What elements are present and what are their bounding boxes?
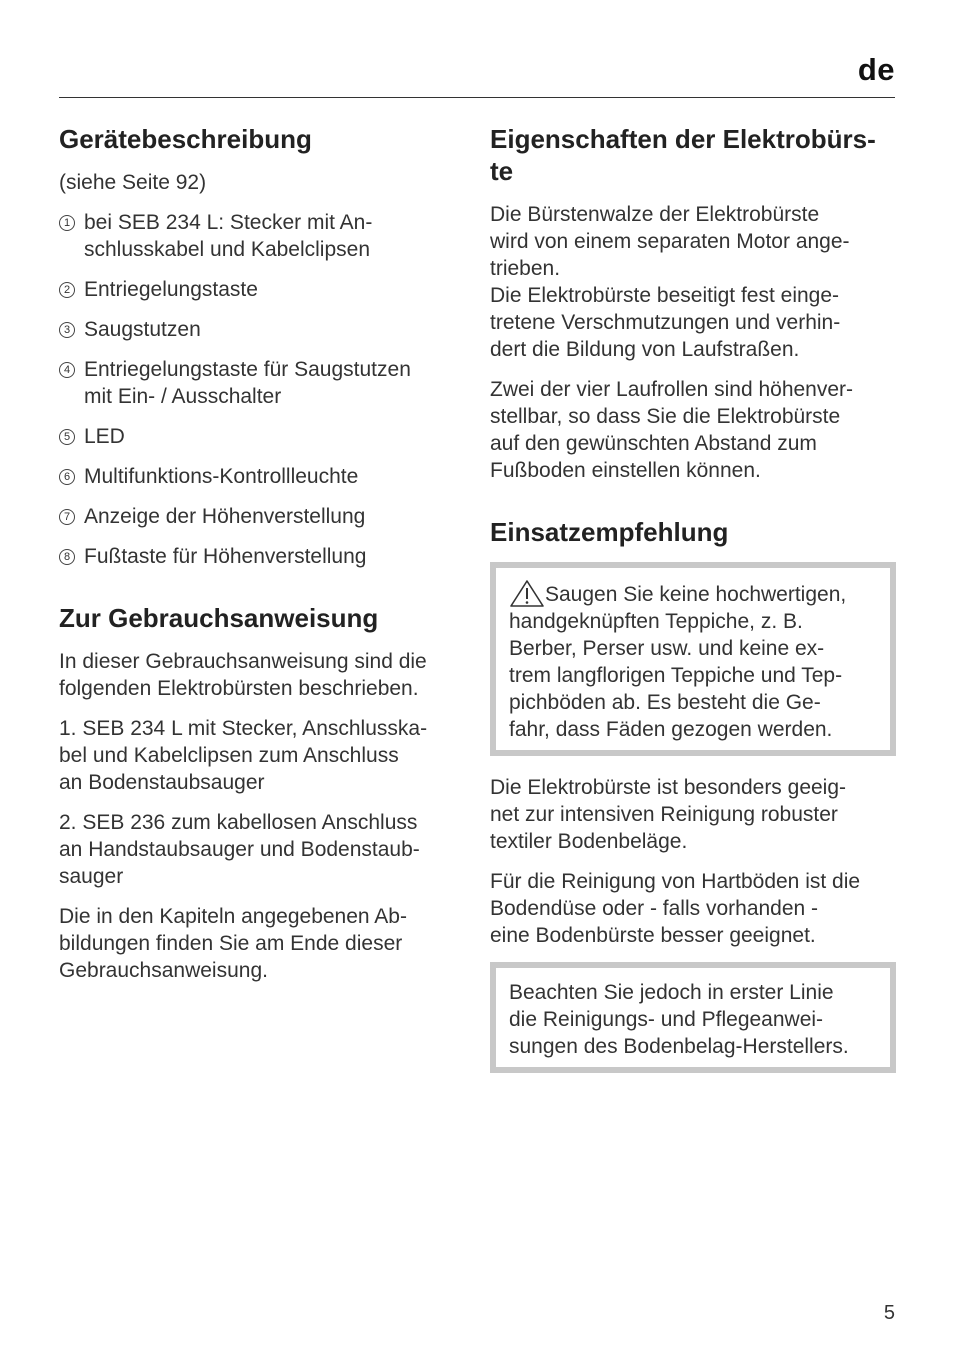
page-reference: (siehe Seite 92) [59, 171, 207, 194]
text-line: 1. SEB 234 L mit Stecker, Anschlusska- [59, 717, 428, 740]
paragraph-suitability [490, 774, 900, 855]
text-line: trem langflorigen Teppiche und Tep- [509, 664, 843, 687]
text-line: Die Elektrobürste beseitigt fest einge- [490, 284, 840, 307]
text-line: 2. SEB 236 zum kabellosen Anschluss [59, 811, 418, 834]
number-5-badge: 5 [59, 429, 75, 445]
number-8-badge: 8 [59, 549, 75, 565]
heading-geraetebeschreibung: Gerätebeschreibung [59, 124, 312, 154]
text-line: bildungen finden Sie am Ende dieser [59, 932, 403, 955]
text-line: eine Bodenbürste besser geeignet. [490, 924, 816, 947]
heading-einsatzempfehlung: Einsatzempfehlung [490, 517, 729, 547]
left-column [59, 123, 469, 997]
paragraph-model-1 [59, 715, 469, 796]
text-line: auf den gewünschten Abstand zum [490, 432, 817, 455]
text-line: sauger [59, 865, 124, 888]
heading-line: te [490, 156, 514, 186]
text-line: folgenden Elektrobürsten beschrieben. [59, 677, 419, 700]
text-line: pichböden ab. Es besteht die Ge- [509, 691, 821, 714]
language-label: de [857, 52, 895, 87]
number-3-badge: 3 [59, 322, 75, 338]
text-line: Beachten Sie jedoch in erster Linie [509, 981, 834, 1004]
list-item-text: Multifunktions-Kontrollleuchte [84, 465, 359, 488]
note-text [509, 979, 877, 1060]
paragraph-model-2 [59, 809, 469, 890]
list-item [59, 276, 469, 303]
heading-eigenschaften [490, 123, 900, 187]
text-line: Berber, Perser usw. und keine ex- [509, 637, 825, 660]
list-item [59, 543, 469, 570]
list-item-text: schlusskabel und Kabelclipsen [84, 238, 371, 261]
list-item [59, 209, 469, 263]
text-line: an Bodenstaubsauger [59, 771, 265, 794]
note-box [490, 962, 896, 1073]
warning-text [509, 579, 877, 743]
header-rule [59, 97, 895, 98]
paragraph-rollers [490, 376, 900, 484]
number-2-badge: 2 [59, 282, 75, 298]
text-line: an Handstaubsauger und Bodenstaub- [59, 838, 420, 861]
paragraph-motor [490, 201, 900, 363]
list-item [59, 316, 469, 343]
warning-triangle-icon [509, 579, 545, 607]
text-line: sungen des Bodenbelag-Herstellers. [509, 1035, 849, 1058]
text-line: In dieser Gebrauchsanweisung sind die [59, 650, 427, 673]
list-item-text: LED [84, 425, 125, 448]
heading-line: Eigenschaften der Elektrobürs- [490, 124, 876, 154]
list-item-text: Entriegelungstaste [84, 278, 258, 301]
paragraph-intro [59, 648, 469, 702]
number-1-badge: 1 [59, 215, 75, 231]
list-item-text: Anzeige der Höhenverstellung [84, 505, 366, 528]
list-item [59, 503, 469, 530]
paragraph-hard-floors [490, 868, 900, 949]
number-4-badge: 4 [59, 362, 75, 378]
text-line: fahr, dass Fäden gezogen werden. [509, 718, 833, 741]
warning-box [490, 562, 896, 756]
paragraph-illustrations [59, 903, 469, 984]
text-line: Die Bürstenwalze der Elektrobürste [490, 203, 820, 226]
text-line: Gebrauchsanweisung. [59, 959, 268, 982]
text-line: net zur intensiven Reinigung robuster [490, 803, 838, 826]
text-line: trieben. [490, 257, 561, 280]
text-line: Die in den Kapiteln angegebenen Ab- [59, 905, 407, 928]
list-item-text: Fußtaste für Höhenverstellung [84, 545, 367, 568]
text-line: tretene Verschmutzungen und verhin- [490, 311, 841, 334]
text-line: wird von einem separaten Motor ange- [490, 230, 850, 253]
parts-list [59, 209, 469, 570]
text-line: Saugen Sie keine hochwertigen, [545, 583, 847, 606]
list-item-text: mit Ein- / Ausschalter [84, 385, 282, 408]
text-line: Fußboden einstellen können. [490, 459, 761, 482]
list-item-text: Saugstutzen [84, 318, 201, 341]
list-item-text: Entriegelungstaste für Saugstutzen [84, 358, 411, 381]
right-column [490, 123, 900, 1091]
text-line: bel und Kabelclipsen zum Anschluss [59, 744, 399, 767]
text-line: dert die Bildung von Laufstraßen. [490, 338, 800, 361]
text-line: textiler Bodenbeläge. [490, 830, 688, 853]
text-line: Zwei der vier Laufrollen sind höhenver- [490, 378, 854, 401]
number-7-badge: 7 [59, 509, 75, 525]
text-line: Bodendüse oder - falls vorhanden - [490, 897, 819, 920]
list-item [59, 463, 469, 490]
text-line: handgeknüpften Teppiche, z. B. [509, 610, 803, 633]
text-line: die Reinigungs- und Pflegeanwei- [509, 1008, 824, 1031]
text-line: stellbar, so dass Sie die Elektrobürste [490, 405, 841, 428]
list-item-text: bei SEB 234 L: Stecker mit An- [84, 211, 373, 234]
text-line: Die Elektrobürste ist besonders geeig- [490, 776, 847, 799]
heading-zur-gebrauchsanweisung: Zur Gebrauchsanweisung [59, 603, 379, 633]
list-item [59, 423, 469, 450]
page-number: 5 [883, 1302, 895, 1324]
list-item [59, 356, 469, 410]
text-line: Für die Reinigung von Hartböden ist die [490, 870, 861, 893]
number-6-badge: 6 [59, 469, 75, 485]
